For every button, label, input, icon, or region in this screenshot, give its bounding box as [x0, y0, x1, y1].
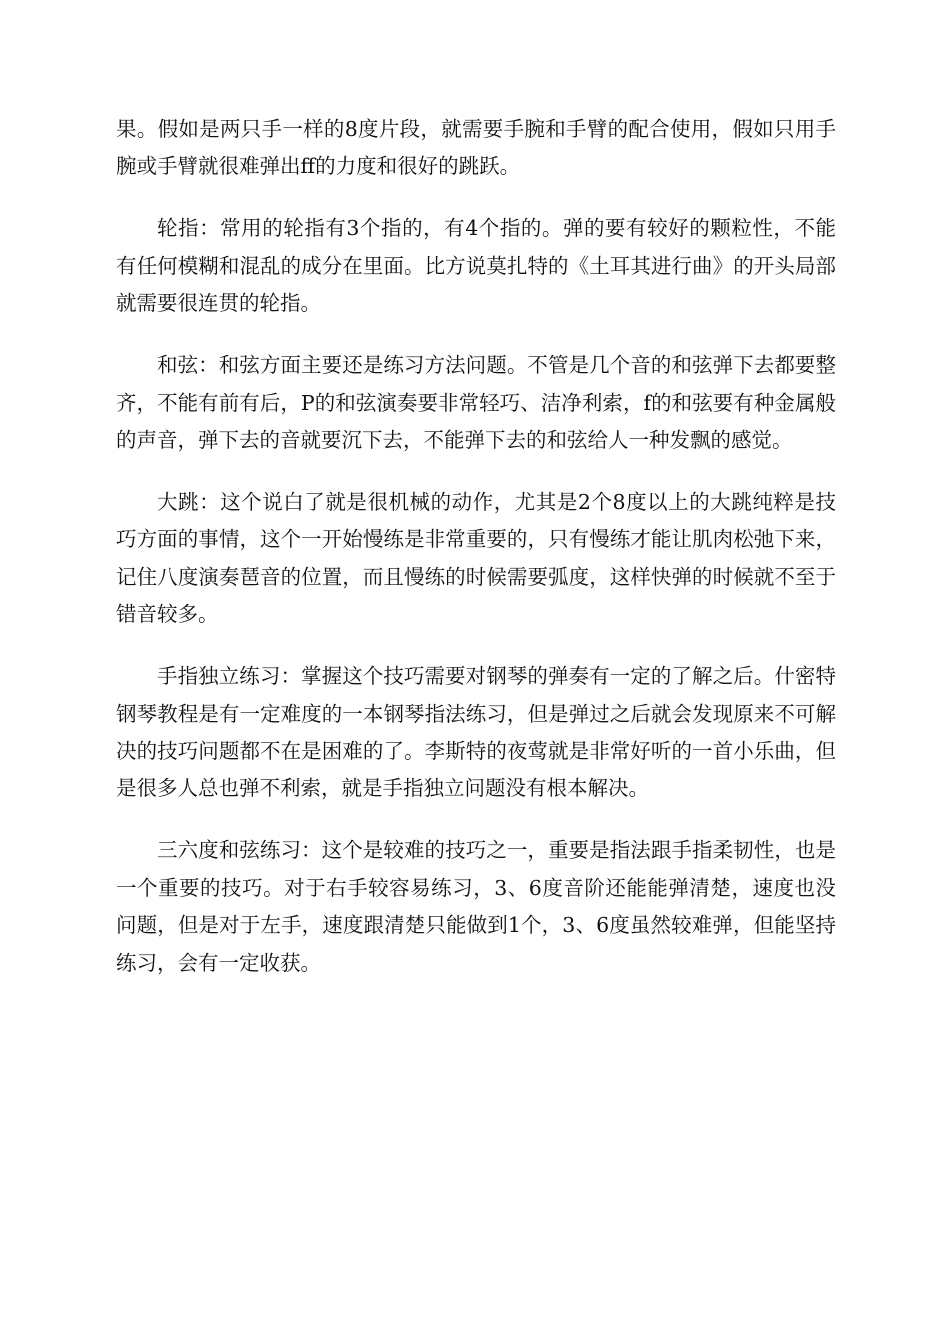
paragraph-thirds-sixths: 三六度和弦练习：这个是较难的技巧之一，重要是指法跟手指柔韧性，也是一个重要的技巧。对于右手较容易练习，3、6度音阶还能能弹清楚，速度也没问题，但是对于左手，速度跟清楚只能做到1个，3、6度虽然较难弹，但能坚持练习，会有一定收获。 [116, 838, 836, 975]
paragraph-continuation: 果。假如是两只手一样的8度片段，就需要手腕和手臂的配合使用，假如只用手腕或手臂就很难弹出ff的力度和很好的跳跃。 [116, 117, 836, 179]
paragraph-leaps: 大跳：这个说白了就是很机械的动作，尤其是2个8度以上的大跳纯粹是技巧方面的事情，这个一开始慢练是非常重要的，只有慢练才能让肌肉松弛下来，记住八度演奏琶音的位置，而且慢练的时候需要弧度，这样快弹的时候就不至于错音较多。 [116, 490, 836, 627]
paragraph-chords: 和弦：和弦方面主要还是练习方法问题。不管是几个音的和弦弹下去都要整齐，不能有前有后，P的和弦演奏要非常轻巧、洁净利索，f的和弦要有种金属般的声音，弹下去的音就要沉下去，不能弹下去的和弦给人一种发飘的感觉。 [116, 353, 836, 453]
paragraph-finger-independence: 手指独立练习：掌握这个技巧需要对钢琴的弹奏有一定的了解之后。什密特钢琴教程是有一定难度的一本钢琴指法练习，但是弹过之后就会发现原来不可解决的技巧问题都不在是困难的了。李斯特的夜莺就是非常好听的一首小乐曲，但是很多人总也弹不利索，就是手指独立问题没有根本解决。 [116, 664, 836, 801]
document-body [116, 111, 836, 1007]
paragraph-roll-fingers: 轮指：常用的轮指有3个指的，有4个指的。弹的要有较好的颗粒性，不能有任何模糊和混乱的成分在里面。比方说莫扎特的《土耳其进行曲》的开头局部就需要很连贯的轮指。 [116, 216, 836, 316]
